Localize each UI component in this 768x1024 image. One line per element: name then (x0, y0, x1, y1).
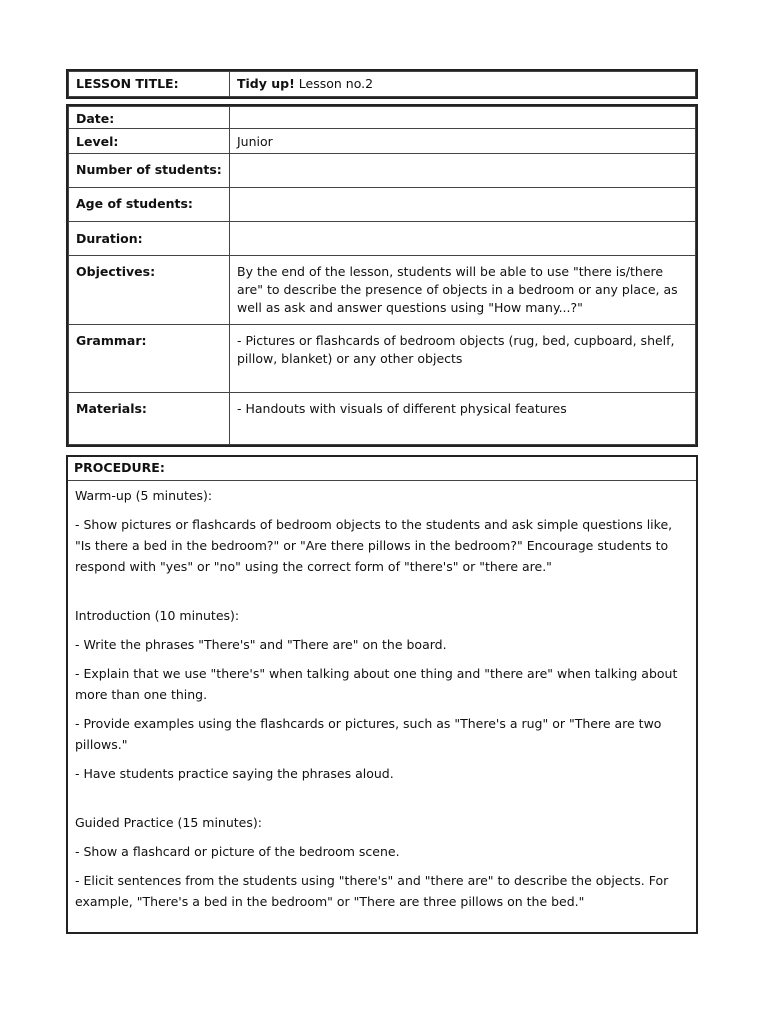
age-value (230, 188, 696, 222)
grammar-label: Grammar: (69, 325, 230, 393)
students-label: Number of students: (69, 154, 230, 188)
date-label: Date: (69, 107, 230, 129)
guided-step-1: - Show a flashcard or picture of the bedroom scene. (75, 844, 400, 859)
date-value (230, 107, 696, 129)
age-label: Age of students: (69, 188, 230, 222)
materials-value: - Handouts with visuals of different physical features (230, 393, 696, 445)
procedure-heading: PROCEDURE: (68, 457, 696, 481)
intro-step-3: - Provide examples using the flashcards or pictures, such as "There's a rug" or "There are two pillows." (75, 716, 662, 752)
duration-value (230, 222, 696, 256)
lesson-title-box (66, 69, 698, 99)
duration-label: Duration: (69, 222, 230, 256)
procedure-box (66, 455, 698, 934)
intro-step-4: - Have students practice saying the phrases aloud. (75, 766, 394, 781)
objectives-label: Objectives: (69, 256, 230, 325)
lesson-title-bold: Tidy up! (237, 76, 295, 91)
students-value (230, 154, 696, 188)
level-label: Level: (69, 129, 230, 154)
materials-label: Materials: (69, 393, 230, 445)
intro-step-1: - Write the phrases "There's" and "There are" on the board. (75, 637, 447, 652)
lesson-title-label: LESSON TITLE: (69, 72, 230, 97)
intro-step-2: - Explain that we use "there's" when talking about one thing and "there are" when talking about more than one thing. (75, 666, 678, 702)
lesson-title-value (230, 72, 696, 97)
level-value: Junior (230, 129, 696, 154)
objectives-value: By the end of the lesson, students will be able to use "there is/there are" to describe the presence of objects in a bedroom or any place, as well as ask and answer questions using "How many...?" (230, 256, 696, 325)
procedure-body (68, 481, 696, 912)
guided-step-2: - Elicit sentences from the students using "there's" and "there are" to describe the objects. For example, "There's a bed in the bedroom" or "There are three pillows on the bed." (75, 873, 669, 909)
guided-title: Guided Practice (15 minutes): (75, 815, 262, 830)
intro-title: Introduction (10 minutes): (75, 608, 240, 623)
lesson-info-table (66, 104, 698, 447)
warmup-step-1: - Show pictures or flashcards of bedroom objects to the students and ask simple questions like, "Is there a bed in the bedroom?" or "Are there pillows in the bedroom?" Encourage students to respond with "yes" or "no" using the correct form of "there's" or "there are." (75, 517, 673, 574)
grammar-value: - Pictures or flashcards of bedroom objects (rug, bed, cupboard, shelf, pillow, blanket) or any other objects (230, 325, 696, 393)
warmup-title: Warm-up (5 minutes): (75, 488, 213, 503)
lesson-title-rest: Lesson no.2 (294, 76, 374, 91)
